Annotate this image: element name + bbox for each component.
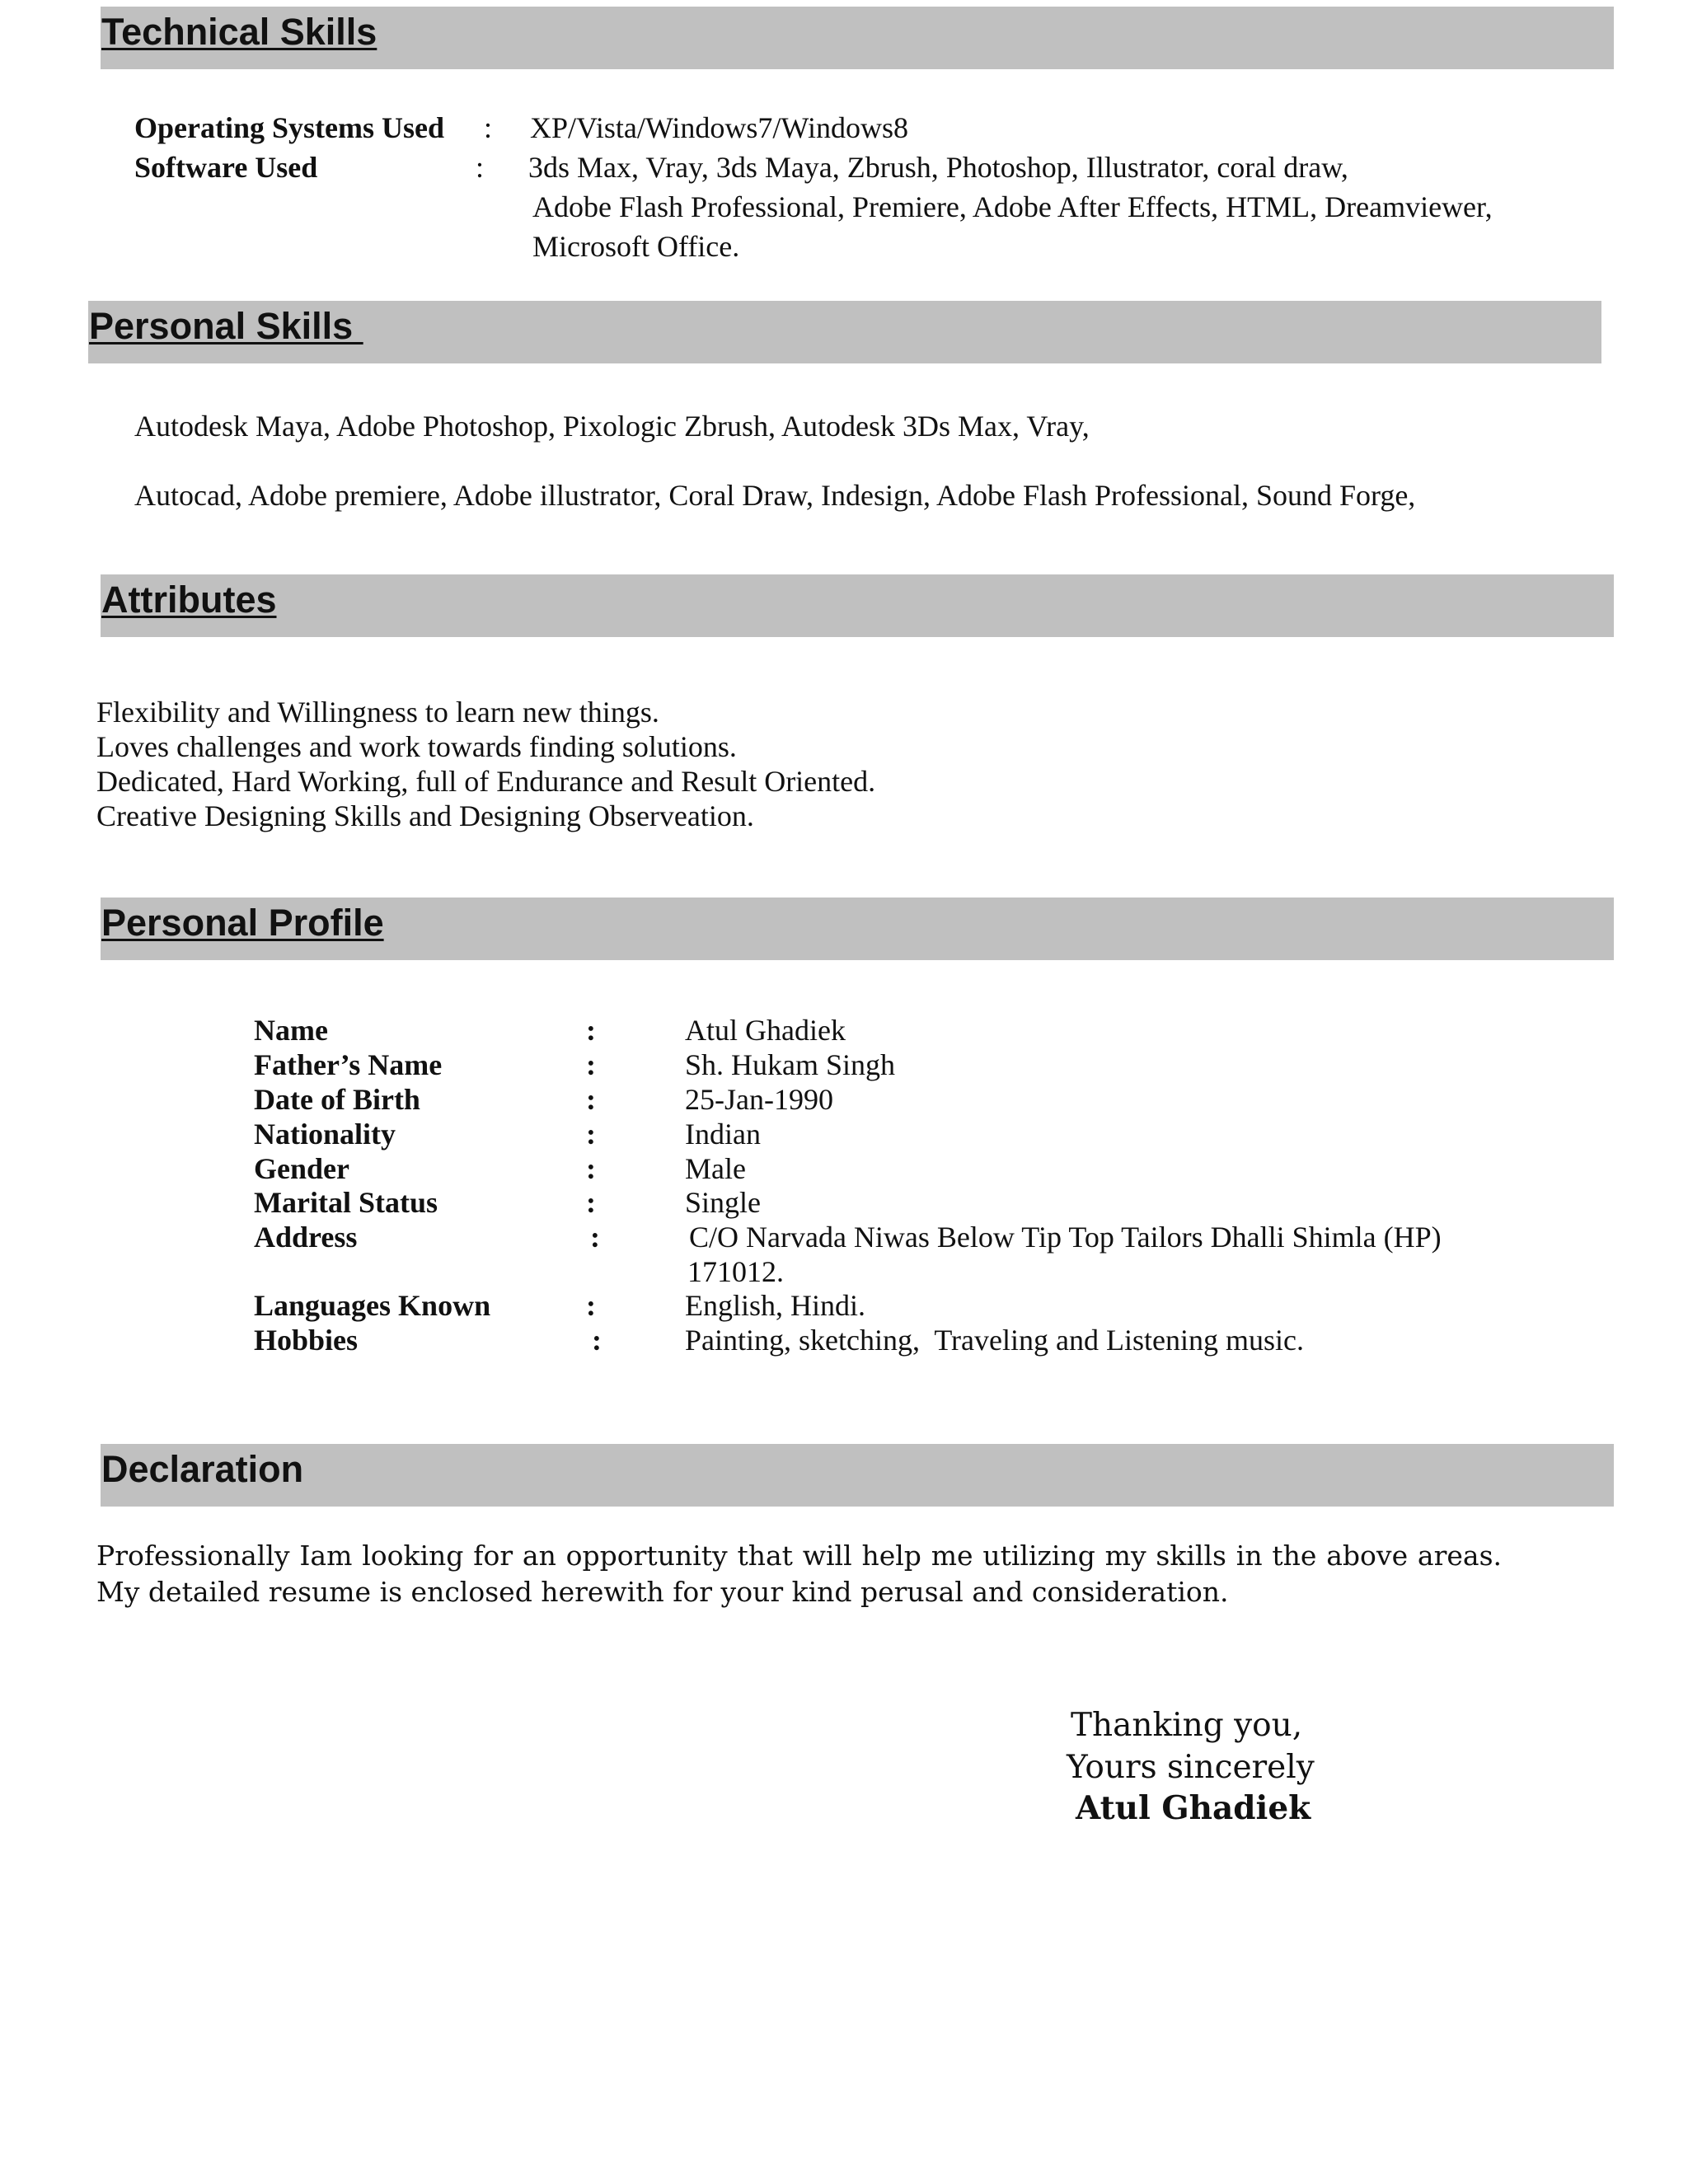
personal-skills-title: Personal Skills — [89, 305, 363, 347]
declaration-title: Declaration — [101, 1448, 304, 1490]
profile-father-colon: : — [586, 1048, 596, 1081]
software-line-1: 3ds Max, Vray, 3ds Maya, Zbrush, Photoshop, Illustrator, coral draw, — [528, 151, 1348, 184]
profile-languages-colon: : — [586, 1289, 596, 1322]
attributes-header-band — [101, 574, 1614, 637]
profile-nationality-colon: : — [586, 1118, 596, 1151]
software-label: Software Used — [134, 151, 318, 184]
os-label: Operating Systems Used — [134, 111, 444, 144]
technical-skills-title: Technical Skills — [101, 11, 377, 53]
profile-name-value: Atul Ghadiek — [685, 1014, 846, 1047]
declaration-text: Professionally Iam looking for an opportunity that will help me utilizing my skills in the above areas. My detailed resume is enclosed herewith for your kind perusal and consideration. — [96, 1540, 1502, 1608]
profile-languages-value: English, Hindi. — [685, 1289, 866, 1322]
signature-name: Atul Ghadiek — [1076, 1789, 1311, 1827]
profile-father-value: Sh. Hukam Singh — [685, 1048, 896, 1081]
profile-father-label: Father’s Name — [254, 1048, 443, 1081]
profile-marital-label: Marital Status — [254, 1186, 438, 1219]
profile-gender-label: Gender — [254, 1152, 349, 1185]
profile-dob-label: Date of Birth — [254, 1083, 420, 1116]
profile-nationality-value: Indian — [685, 1118, 761, 1151]
profile-hobbies-label: Hobbies — [254, 1324, 359, 1357]
personal-skills-line-1: Autodesk Maya, Adobe Photoshop, Pixologic Zbrush, Autodesk 3Ds Max, Vray, — [134, 410, 1090, 443]
profile-name-colon: : — [586, 1014, 596, 1047]
profile-address-value-line-2: 171012. — [687, 1255, 784, 1288]
os-colon: : — [484, 111, 493, 144]
attribute-line-4: Creative Designing Skills and Designing Observeation. — [96, 799, 754, 832]
software-line-2: Adobe Flash Professional, Premiere, Adobe After Effects, HTML, Dreamviewer, — [532, 190, 1493, 223]
profile-marital-value: Single — [685, 1186, 762, 1219]
software-colon: : — [476, 151, 485, 184]
attribute-line-3: Dedicated, Hard Working, full of Endurance and Result Oriented. — [96, 765, 876, 798]
declaration-header-band — [101, 1444, 1614, 1507]
software-line-3: Microsoft Office. — [532, 230, 740, 263]
attribute-line-1: Flexibility and Willingness to learn new things. — [96, 696, 659, 729]
profile-name-label: Name — [254, 1014, 328, 1047]
profile-marital-colon: : — [586, 1186, 596, 1219]
profile-dob-colon: : — [586, 1083, 596, 1116]
profile-address-colon: : — [590, 1221, 600, 1254]
profile-gender-colon: : — [586, 1152, 596, 1185]
profile-dob-value: 25-Jan-1990 — [685, 1083, 833, 1116]
profile-languages-label: Languages Known — [254, 1289, 491, 1322]
profile-nationality-label: Nationality — [254, 1118, 396, 1151]
attributes-title: Attributes — [101, 579, 277, 621]
attribute-line-2: Loves challenges and work towards finding solutions. — [96, 730, 737, 763]
personal-skills-line-2: Autocad, Adobe premiere, Adobe illustrator, Coral Draw, Indesign, Adobe Flash Professional, Sound Forge, — [134, 479, 1416, 512]
personal-profile-title: Personal Profile — [101, 902, 384, 944]
signature-closing: Yours sincerely — [1067, 1749, 1315, 1786]
signature-thanks: Thanking you, — [1071, 1707, 1303, 1744]
profile-hobbies-colon: : — [592, 1324, 602, 1357]
profile-hobbies-value: Painting, sketching, Traveling and Listening music. — [685, 1324, 1304, 1357]
profile-address-value: C/O Narvada Niwas Below Tip Top Tailors Dhalli Shimla (HP) — [689, 1221, 1442, 1254]
os-value: XP/Vista/Windows7/Windows8 — [530, 111, 908, 144]
profile-gender-value: Male — [685, 1152, 746, 1185]
profile-address-label: Address — [254, 1221, 358, 1254]
